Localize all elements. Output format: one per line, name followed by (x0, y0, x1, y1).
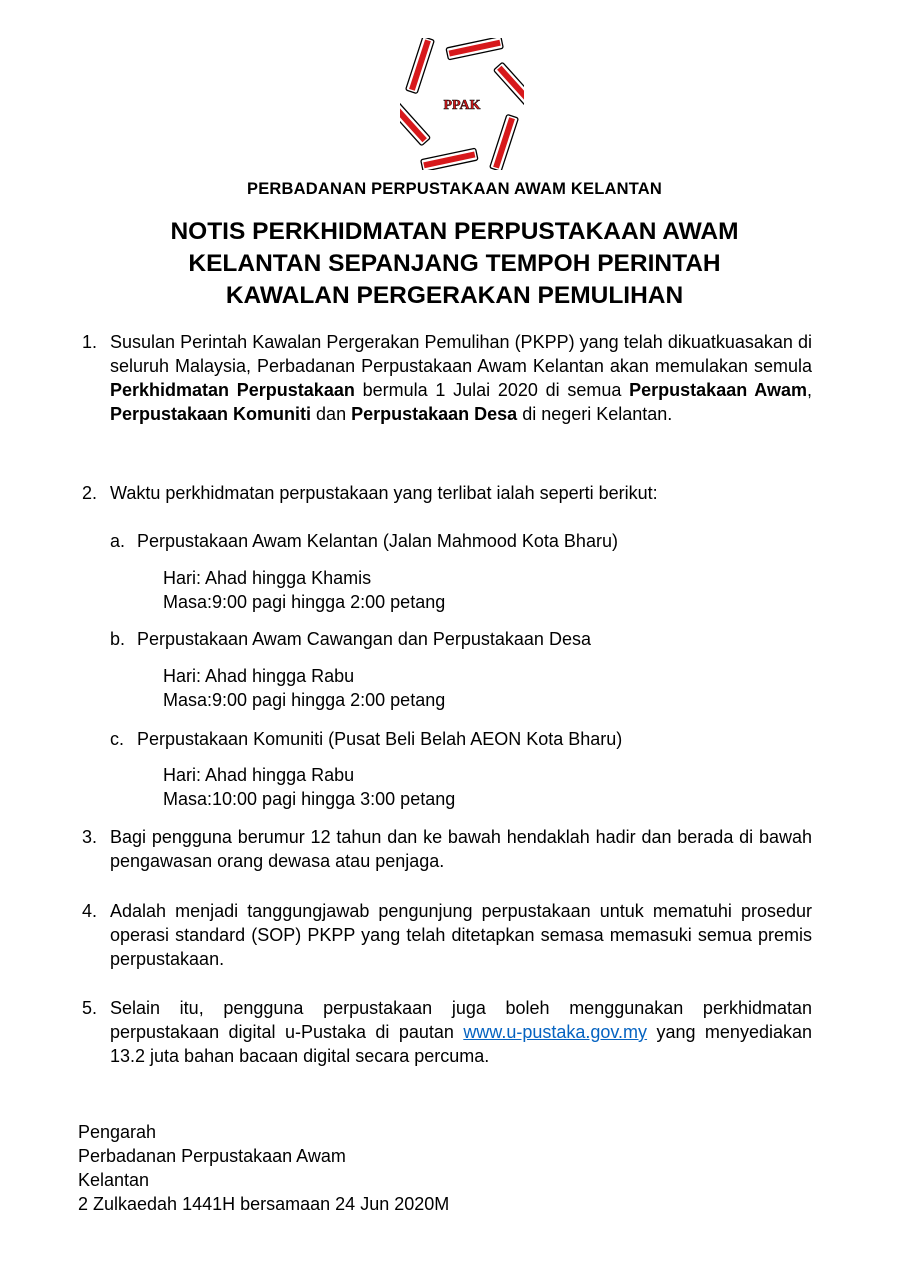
notice-item-3 (82, 825, 812, 873)
item-text: Bagi pengguna berumur 12 tahun dan ke bawah hendaklah hadir dan berada di bawah pengawasan orang dewasa atau penjaga. (110, 827, 812, 871)
item-text: Adalah menjadi tanggungjawab pengunjung perpustakaan untuk mematuhi prosedur operasi standard (SOP) PKPP yang telah ditetapkan semasa memasuki semua premis perpustakaan. (110, 901, 812, 969)
sub-item-c-masa: Masa:10:00 pagi hingga 3:00 petang (163, 789, 456, 809)
sub-item-name: Perpustakaan Awam Cawangan dan Perpustakaan Desa (137, 629, 591, 649)
title-line: NOTIS PERKHIDMATAN PERPUSTAKAAN AWAM (170, 218, 739, 245)
text-run: bermula 1 Julai 2020 di semua (354, 380, 630, 400)
item-text (110, 996, 812, 1068)
notice-item-5 (82, 996, 812, 1068)
item-number: 4. (82, 901, 98, 921)
bold-text: Perpustakaan Komuniti (110, 404, 312, 424)
sub-letter: b. (110, 629, 126, 649)
signature-org: Perbadanan Perpustakaan Awam (78, 1146, 346, 1166)
sub-item-a (110, 529, 618, 553)
item-number: 2. (82, 483, 98, 503)
text-run: yang menyediakan 13.2 juta bahan bacaan digital secara percuma. (110, 1022, 812, 1066)
organization-name: PERBADANAN PERPUSTAKAAN AWAM KELANTAN (246, 180, 662, 198)
sub-item-b-hari: Hari: Ahad hingga Rabu (163, 666, 355, 686)
notice-item-4 (82, 899, 812, 971)
sub-letter: c. (110, 729, 125, 749)
item-number: 5. (82, 998, 98, 1018)
sub-item-name: Perpustakaan Awam Kelantan (Jalan Mahmood Kota Bharu) (137, 531, 618, 551)
item-number: 1. (82, 332, 98, 352)
bold-text: Perpustakaan Awam (629, 380, 807, 400)
text-run: Susulan Perintah Kawalan Pergerakan Pemulihan (PKPP) yang telah dikuatkuasakan di seluruh Malaysia, Perbadanan Perpustakaan Awam Kelantan akan memulakan semula (110, 332, 812, 376)
bold-text: Perpustakaan Desa (351, 404, 518, 424)
sub-item-a-hari: Hari: Ahad hingga Khamis (163, 568, 372, 588)
u-pustaka-link[interactable]: www.u-pustaka.gov.my (463, 1022, 648, 1042)
item-text: Waktu perkhidmatan perpustakaan yang terlibat ialah seperti berikut: (110, 483, 658, 503)
bold-text: Perkhidmatan Perpustakaan (110, 380, 355, 400)
signature-state: Kelantan (78, 1170, 150, 1190)
sub-item-c-hari: Hari: Ahad hingga Rabu (163, 765, 355, 785)
text-run: dan (311, 404, 352, 424)
notice-item-2 (82, 481, 812, 505)
sub-letter: a. (110, 531, 126, 551)
sub-item-c (110, 727, 622, 751)
sub-item-b-masa: Masa:9:00 pagi hingga 2:00 petang (163, 690, 446, 710)
ppak-logo (400, 38, 524, 170)
title-line: KELANTAN SEPANJANG TEMPOH PERINTAH (188, 250, 721, 277)
signature-date: 2 Zulkaedah 1441H bersamaan 24 Jun 2020M (78, 1194, 450, 1214)
item-number: 3. (82, 827, 98, 847)
item-text (110, 330, 812, 426)
sub-item-b (110, 627, 591, 651)
text-run: , (806, 380, 812, 400)
title-line: KAWALAN PERGERAKAN PEMULIHAN (225, 282, 684, 309)
sub-item-name: Perpustakaan Komuniti (Pusat Beli Belah AEON Kota Bharu) (137, 729, 623, 749)
text-run: di negeri Kelantan. (517, 404, 673, 424)
logo-text: PPAK (443, 98, 481, 113)
notice-item-1 (82, 330, 812, 426)
text-run: Selain itu, pengguna perpustakaan juga boleh menggunakan perkhidmatan perpustakaan digital u-Pustaka di pautan (110, 998, 812, 1042)
notice-title (60, 216, 849, 312)
signature-title: Pengarah (78, 1122, 157, 1142)
sub-item-a-masa: Masa:9:00 pagi hingga 2:00 petang (163, 592, 446, 612)
